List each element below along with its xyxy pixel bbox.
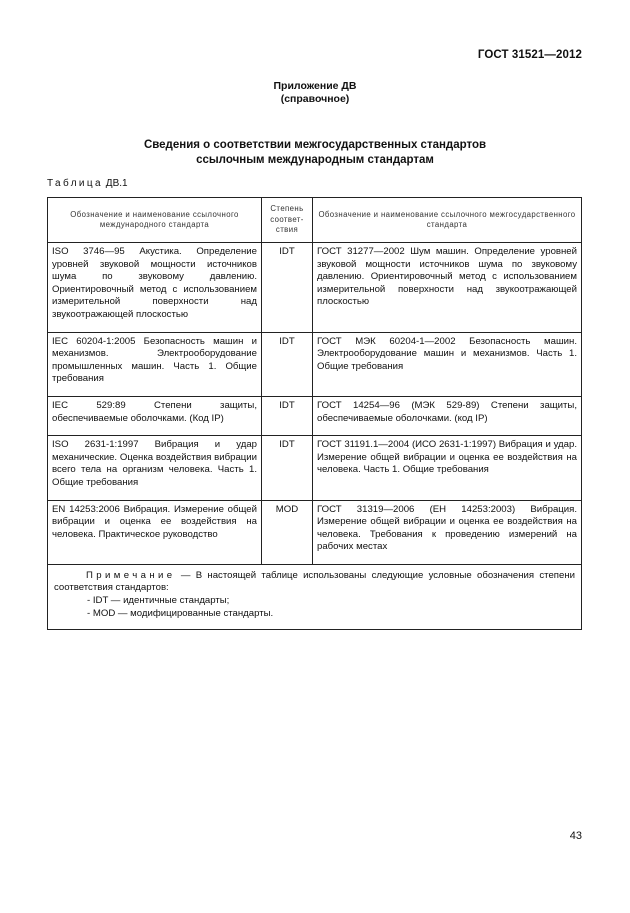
column-header-degree: Степень соответ-ствия — [262, 198, 313, 243]
note-item-idt: - IDT — идентичные стандарты; — [87, 595, 230, 607]
note-head: Примечание — [86, 569, 176, 581]
cell-interstate-standard: ГОСТ МЭК 60204-1—2002 Безопасность машин. Электрооборудование машин и механизмов. Часть 1. Общие требования — [313, 332, 582, 396]
table-label-word: Таблица — [47, 178, 104, 189]
note-paragraph — [54, 570, 575, 595]
section-title-line-1: Сведения о соответствии межгосударственных стандартов — [143, 139, 487, 151]
table-row — [48, 332, 582, 396]
document-id: ГОСТ 31521—2012 — [477, 49, 582, 61]
table-row — [48, 243, 582, 333]
column-header-international: Обозначение и наименование ссылочного международного стандарта — [48, 198, 262, 243]
column-header-interstate: Обозначение и наименование ссылочного межгосударственного стандарта — [313, 198, 582, 243]
cell-international-standard: EN 14253:2006 Вибрация. Измерение общей вибрации и оценка ее воздействия на человека. Практическое руководство — [48, 500, 262, 564]
section-title-line-2: ссылочным международным стандартам — [196, 154, 434, 166]
cell-degree: IDT — [262, 332, 313, 396]
table-row — [48, 500, 582, 564]
cell-international-standard: ISO 3746—95 Акустика. Определение уровней звуковой мощности источников шума по звуковому давлению. Ориентировочный метод с использованием измерительной поверхности над звукоотражающей плоскостью — [48, 243, 262, 333]
page-number: 43 — [569, 830, 582, 842]
cell-international-standard: ISO 2631-1:1997 Вибрация и удар механические. Оценка воздействия вибрации всего тела на организм человека. Часть 1. Общие требования — [48, 436, 262, 500]
table-header-row — [48, 198, 582, 243]
annex-subtitle: (справочное) — [280, 93, 350, 105]
cell-international-standard: IEC 60204-1:2005 Безопасность машин и механизмов. Электрооборудование промышленных машин. Часть 1. Общие требования — [48, 332, 262, 396]
cell-interstate-standard: ГОСТ 31191.1—2004 (ИСО 2631-1:1997) Вибрация и удар. Измерение общей вибрации и оценка ее воздействия на человека. Часть 1. Общие требования — [313, 436, 582, 500]
note-item-mod: - MOD — модифицированные стандарты. — [87, 607, 274, 619]
cell-interstate-standard: ГОСТ 14254—96 (МЭК 529-89) Степени защиты, обеспечиваемые оболочками. (код IP) — [313, 396, 582, 435]
table-row — [48, 436, 582, 500]
note-text: — В настоящей таблице использованы следующие условные обозначения степени соответствия стандартов: — [54, 569, 575, 594]
table-label — [47, 178, 128, 190]
table-note-row — [48, 564, 582, 629]
table-row — [48, 396, 582, 435]
cell-degree: IDT — [262, 396, 313, 435]
cell-interstate-standard: ГОСТ 31319—2006 (ЕН 14253:2003) Вибрация. Измерение общей вибрации и оценка ее воздействия на человека. Требования к проведению измерений на рабочих местах — [313, 500, 582, 564]
cell-degree: IDT — [262, 436, 313, 500]
cell-international-standard: IEC 529:89 Степени защиты, обеспечиваемые оболочками. (Код IP) — [48, 396, 262, 435]
cell-interstate-standard: ГОСТ 31277—2002 Шум машин. Определение уровней звуковой мощности источников шума по звуковому давлению. Ориентировочный метод с использованием измерительной поверхности над звукоотражающей плоскостью — [313, 243, 582, 333]
section-title — [0, 138, 630, 168]
annex-title: Приложение ДВ — [273, 80, 357, 92]
table-note — [48, 564, 582, 629]
table-label-number: ДВ.1 — [105, 178, 128, 189]
cell-degree: MOD — [262, 500, 313, 564]
cell-degree: IDT — [262, 243, 313, 333]
annex-heading — [0, 80, 630, 106]
standards-correspondence-table — [47, 197, 582, 630]
